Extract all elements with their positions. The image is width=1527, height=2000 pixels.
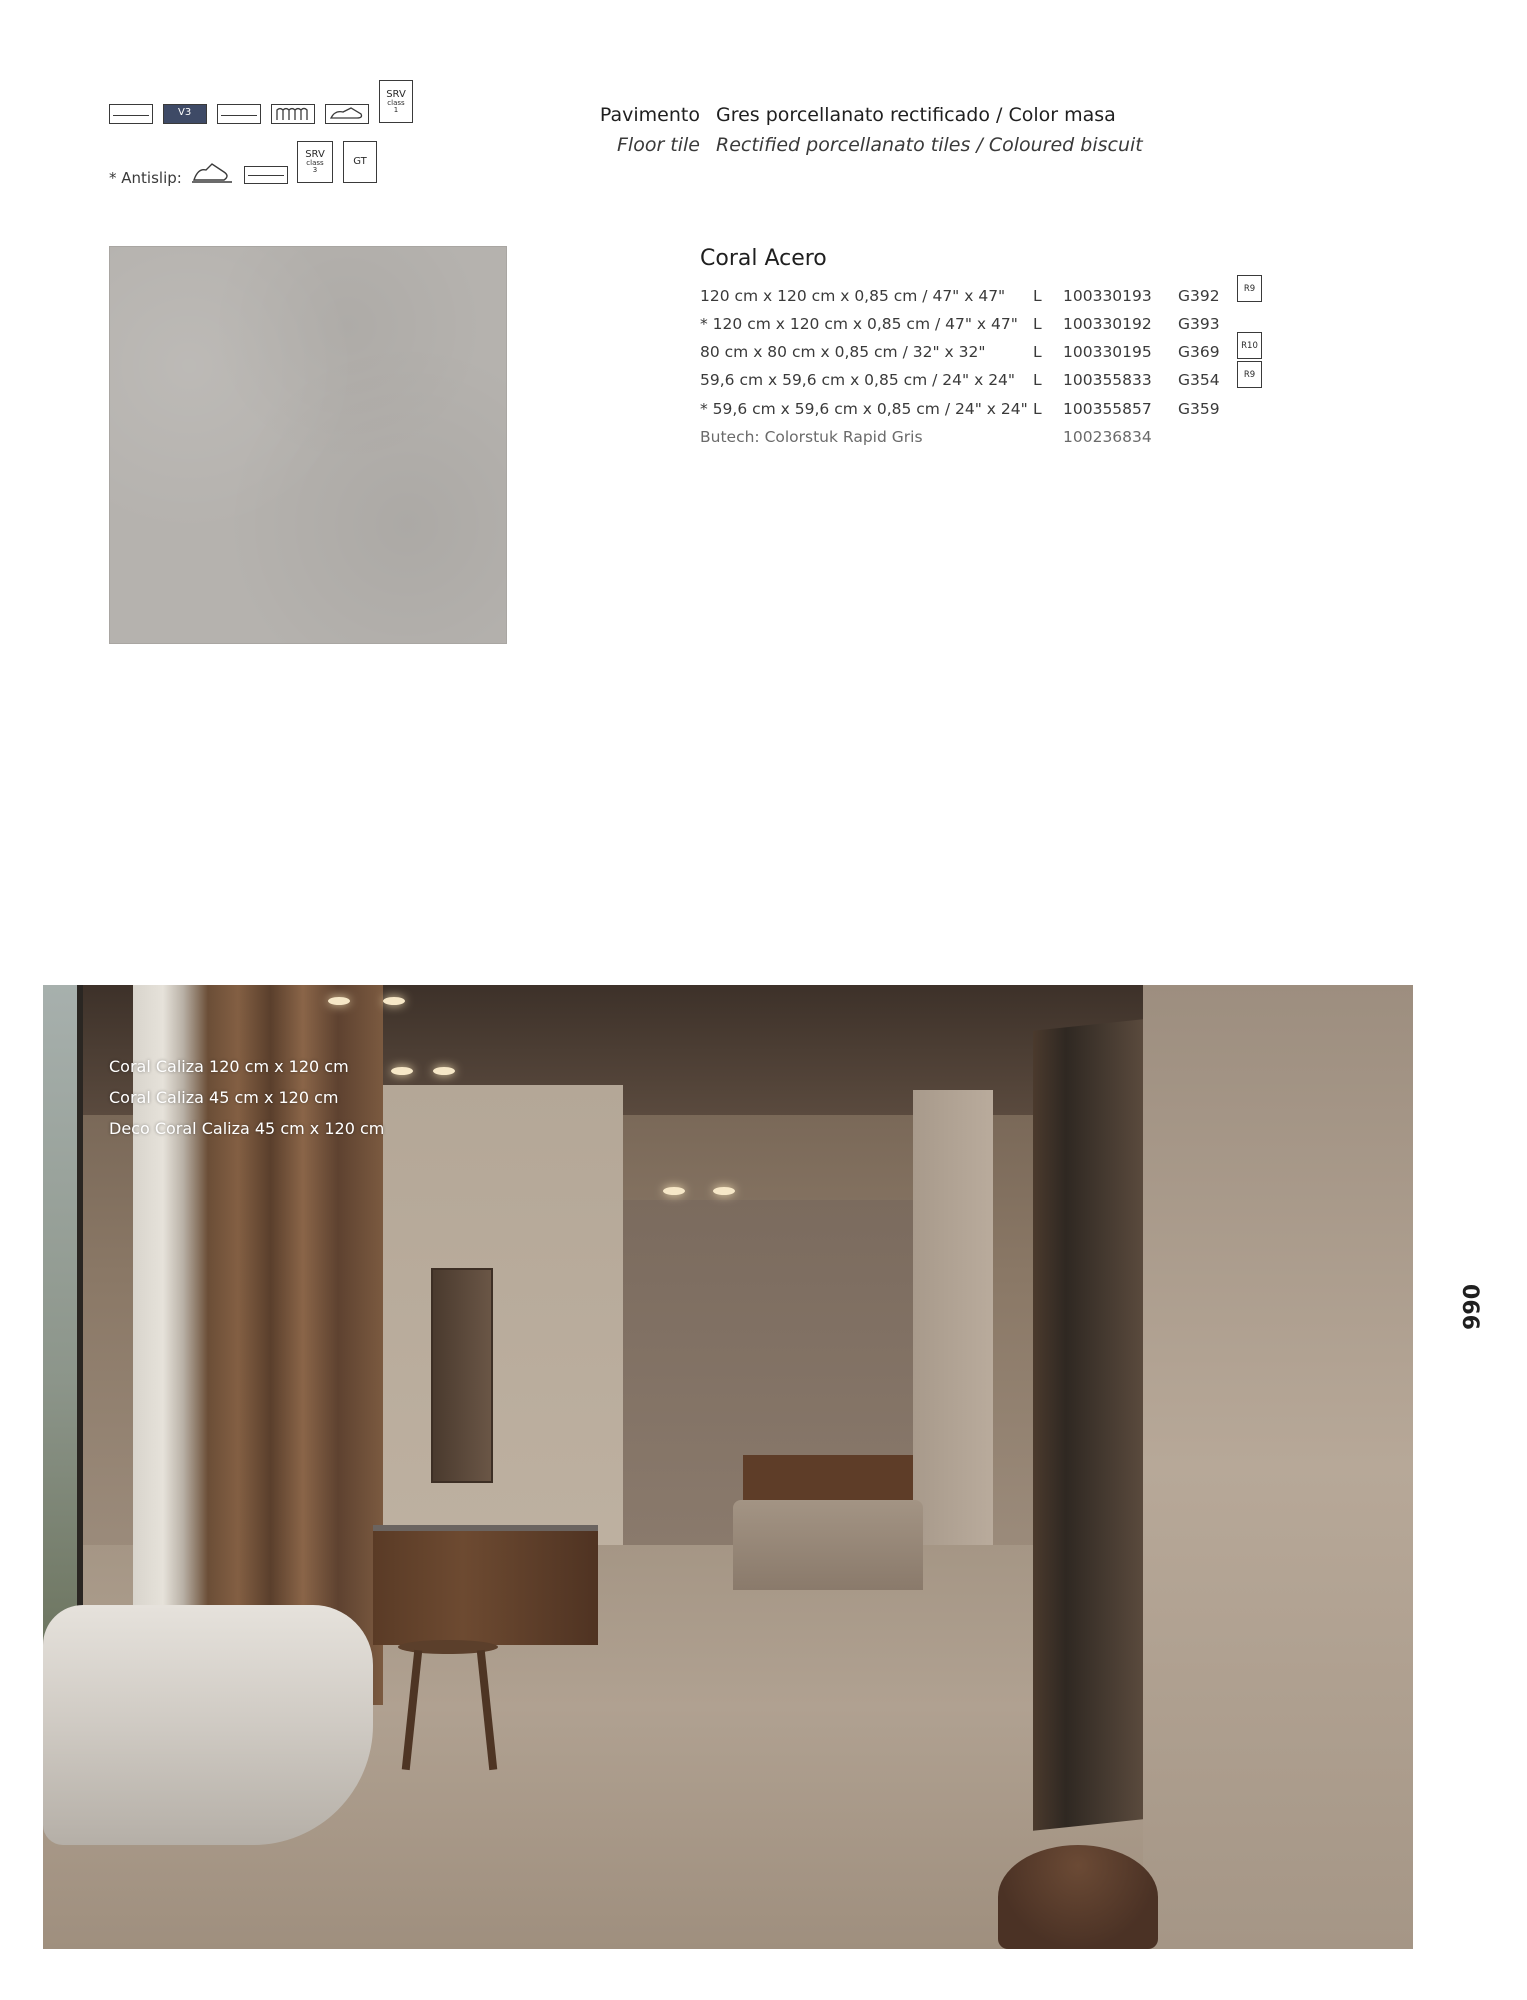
shoe-glyph — [327, 106, 367, 122]
row-g: G354 — [1178, 371, 1220, 389]
row-code: 100330195 — [1063, 343, 1152, 361]
photo-ceiling-light — [391, 1067, 413, 1075]
row-size: * 59,6 cm x 59,6 cm x 0,85 cm / 24" x 24" — [700, 400, 1028, 418]
srv-1-line3: 1 — [393, 105, 399, 114]
photo-ceiling-light — [328, 997, 350, 1005]
wall-tile-icon — [109, 104, 153, 124]
row-code: 100330193 — [1063, 287, 1152, 305]
page-number: 066 — [1457, 1284, 1482, 1330]
photo-vanity — [373, 1525, 598, 1645]
photo-basket — [998, 1845, 1158, 1949]
slip-rating-badge: R9 — [1237, 275, 1262, 302]
pavimento-description: Gres porcellanato rectificado / Color masa — [716, 104, 1116, 126]
row-code: 100355857 — [1063, 400, 1152, 418]
product-title: Coral Acero — [700, 246, 827, 271]
srv-1-line2: class — [387, 98, 405, 107]
gt-badge — [343, 141, 377, 183]
photo-window — [43, 985, 83, 1645]
row-g: G369 — [1178, 343, 1220, 361]
row-size: 59,6 cm x 59,6 cm x 0,85 cm / 24" x 24" — [700, 371, 1016, 389]
photo-caption: Coral Caliza 120 cm x 120 cm — [109, 1057, 349, 1076]
row-l: L — [1033, 371, 1042, 389]
row-l: L — [1033, 287, 1042, 305]
photo-caption: Deco Coral Caliza 45 cm x 120 cm — [109, 1119, 385, 1138]
row-l: L — [1033, 400, 1042, 418]
photo-door-frame — [1033, 1019, 1143, 1831]
radiator-glyph — [273, 106, 313, 122]
v3-variation-icon — [163, 104, 207, 124]
floor-tile-label: Floor tile — [616, 134, 700, 156]
row-code: 100355833 — [1063, 371, 1152, 389]
row-g: G359 — [1178, 400, 1220, 418]
row-g: G392 — [1178, 287, 1220, 305]
antislip-floor-icon — [244, 166, 288, 184]
photo-bed — [733, 1500, 923, 1590]
shoe-slip-icon — [325, 104, 369, 124]
pavimento-label: Pavimento — [599, 104, 700, 126]
antislip-shoe-icon — [190, 162, 234, 184]
row-code: 100330192 — [1063, 315, 1152, 333]
photo-ceiling-light — [433, 1067, 455, 1075]
floor-tile-icon — [217, 104, 261, 124]
v3-label: V3 — [178, 107, 192, 118]
radiator-icon — [271, 104, 315, 124]
photo-bathtub — [43, 1605, 373, 1845]
srv-class-3-badge — [297, 141, 333, 183]
srv-3-line3: 3 — [312, 166, 318, 174]
photo-ceiling-light — [383, 997, 405, 1005]
photo-right-wall — [1143, 985, 1413, 1949]
butech-code: 100236834 — [1063, 428, 1152, 446]
row-g: G393 — [1178, 315, 1220, 333]
photo-mirror — [431, 1268, 493, 1483]
row-size: * 120 cm x 120 cm x 0,85 cm / 47" x 47" — [700, 315, 1018, 333]
slip-rating-badge: R9 — [1237, 361, 1262, 388]
floor-tile-description: Rectified porcellanato tiles / Coloured biscuit — [716, 134, 1143, 156]
photo-ceiling-light — [663, 1187, 685, 1195]
antislip-shoe-glyph — [190, 162, 234, 184]
gt-label: GT — [353, 156, 367, 167]
photo-ceiling-light — [713, 1187, 735, 1195]
photo-caption: Coral Caliza 45 cm x 120 cm — [109, 1088, 339, 1107]
srv-3-line1: SRV — [305, 149, 325, 160]
srv-class-1-badge — [379, 80, 413, 123]
row-l: L — [1033, 343, 1042, 361]
row-size: 120 cm x 120 cm x 0,85 cm / 47" x 47" — [700, 287, 1006, 305]
coral-acero-sample-tile — [109, 246, 507, 644]
row-l: L — [1033, 315, 1042, 333]
srv-1-line1: SRV — [386, 88, 406, 100]
row-size: 80 cm x 80 cm x 0,85 cm / 32" x 32" — [700, 343, 986, 361]
slip-rating-badge: R10 — [1237, 332, 1262, 359]
butech-label: Butech: Colorstuk Rapid Gris — [700, 428, 923, 446]
srv-3-line2: class — [306, 159, 324, 167]
antislip-label: * Antislip: — [109, 169, 182, 187]
